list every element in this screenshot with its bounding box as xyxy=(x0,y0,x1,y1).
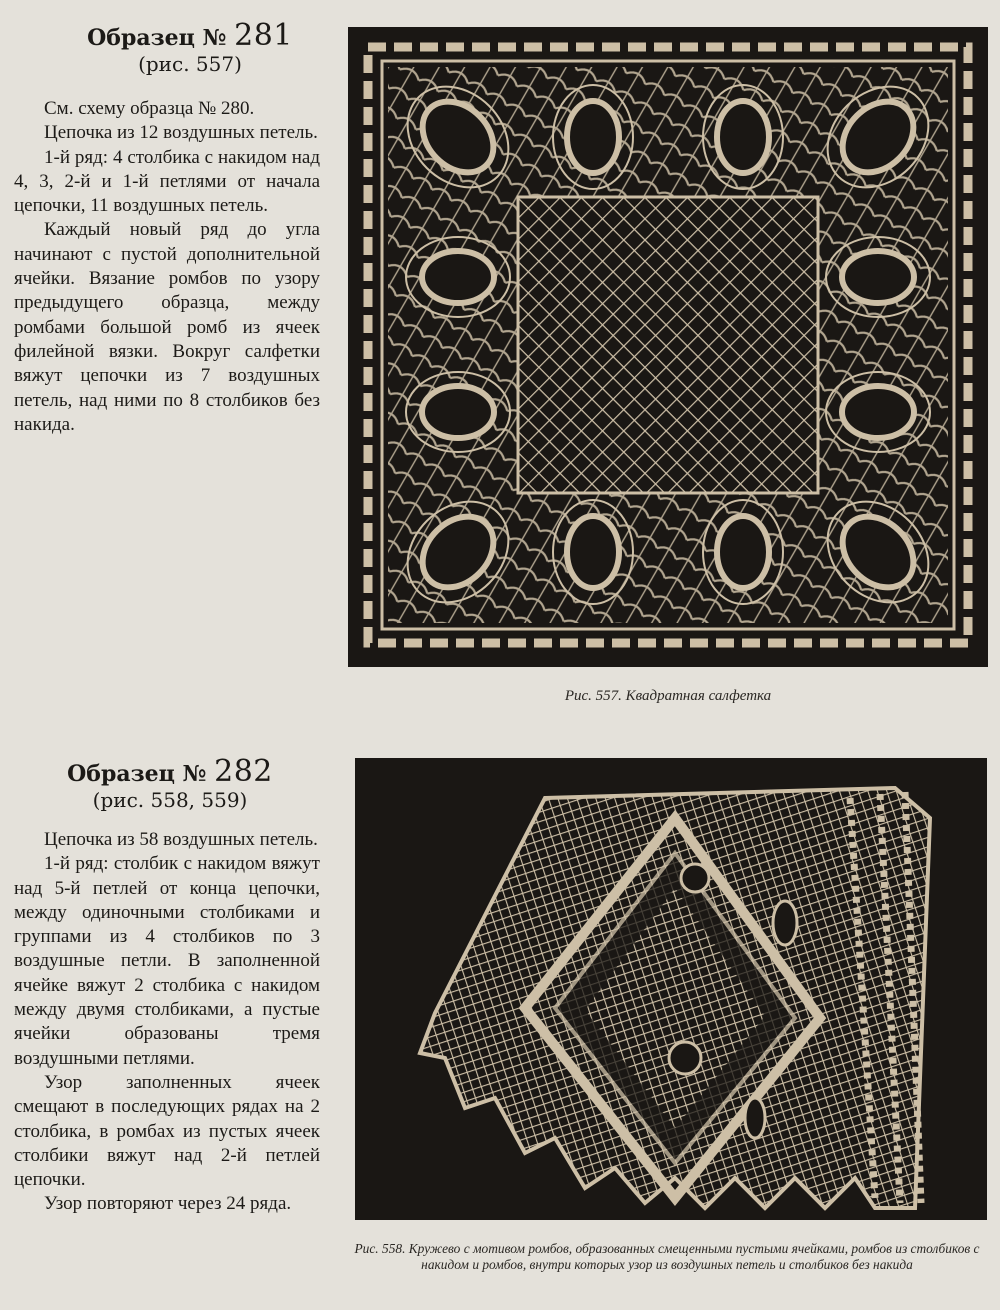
figure-557-square-doily-photo xyxy=(348,27,988,667)
sample-281-paragraph-1: См. схему образца № 280. xyxy=(44,98,255,119)
sample-281-heading xyxy=(60,18,320,76)
sample-281-title xyxy=(60,18,320,53)
sample-281-paragraph-4: Каждый новый ряд до угла начинают с пустой дополнительной ячейки. Вязание ромбов по узору предыдущего образца, между ромбами большой ромб из ячеек филейной вязки. Вокруг салфетки вяжут цепочки из 7 воздушных петель, над ними по 8 столбиков без накида. xyxy=(14,219,320,435)
sample-282-title-prefix: Образец № xyxy=(67,761,207,787)
sample-281-title-prefix: Образец № xyxy=(87,25,227,51)
lace-edging-illustration xyxy=(355,758,987,1220)
sample-282-paragraph-2: 1-й ряд: столбик с накидом вяжут над 5-й петлей от конца цепочки, между одиночными столбиками и группами из 4 столбиков по 3 воздушные петли. В заполненной ячейке вяжут 2 столбика с накидом между двумя столбиками, а пустые ячейки образованы тремя воздушными петлями. xyxy=(14,853,320,1069)
sample-282-heading xyxy=(40,754,300,812)
figure-558-caption: Рис. 558. Кружево с мотивом ромбов, образованных смещенными пустыми ячейками, ромбов из столбиков с накидом и ромбов, внутри которых узор из воздушных петель и столбиков без накида xyxy=(354,1241,980,1273)
square-doily-illustration xyxy=(348,27,988,667)
sample-282-paragraph-1: Цепочка из 58 воздушных петель. xyxy=(44,829,318,850)
sample-281-figure-ref: (рис. 557) xyxy=(138,52,242,76)
sample-281-number: 281 xyxy=(234,18,293,53)
sample-282-figure-ref: (рис. 558, 559) xyxy=(92,788,248,812)
figure-558-lace-edging-photo xyxy=(355,758,987,1220)
sample-282-paragraph-4: Узор повторяют через 24 ряда. xyxy=(44,1193,292,1215)
sample-281-paragraph-2: Цепочка из 12 воздушных петель. xyxy=(44,122,318,144)
sample-281-text xyxy=(14,97,320,437)
sample-281-paragraph-3: 1-й ряд: 4 столбика с накидом над 4, 3, 2-й и 1-й петлями от начала цепочки, 11 воздушных петель. xyxy=(14,146,320,217)
sample-282-number: 282 xyxy=(214,754,273,789)
sample-282-paragraph-3: Узор заполненных ячеек смещают в последующих рядах на 2 столбика, в ромбах из пустых ячеек столбики вяжут над 2-й петлей цепочки. xyxy=(14,1071,320,1191)
sample-282-text xyxy=(14,828,320,1217)
sample-282-title xyxy=(40,754,300,789)
figure-557-caption: Рис. 557. Квадратная салфетка xyxy=(564,688,772,704)
